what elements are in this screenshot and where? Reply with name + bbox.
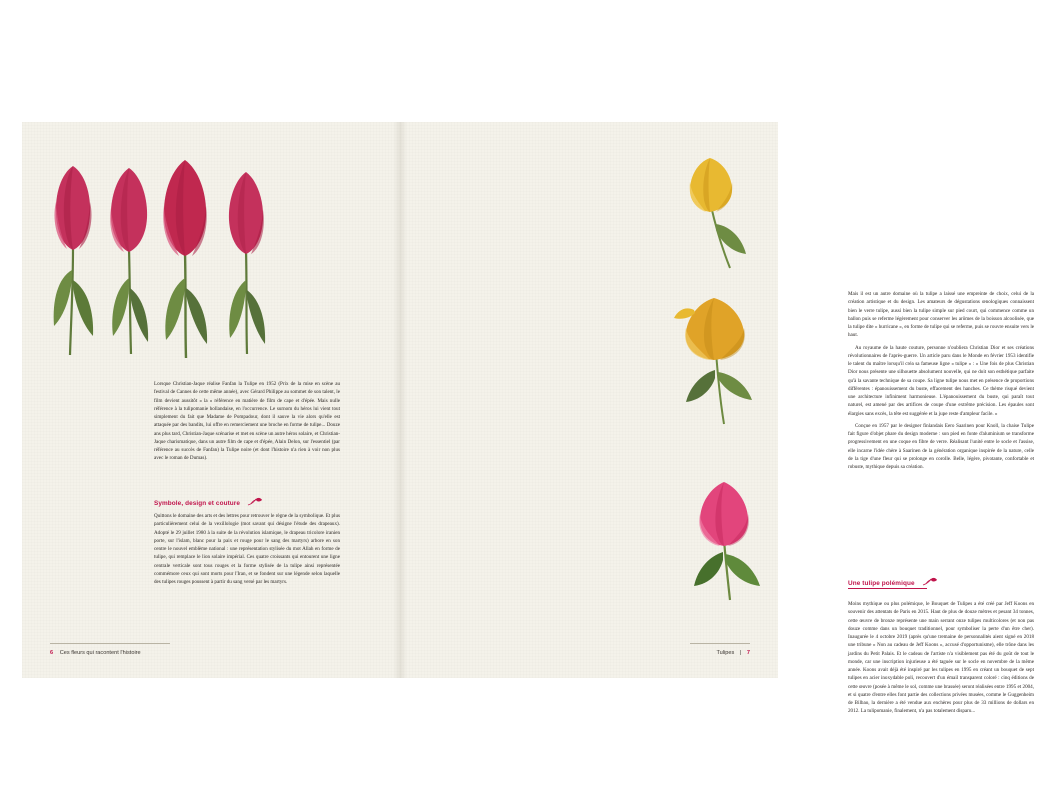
tulip-pink-2 <box>100 154 158 360</box>
left-page-number: 6 <box>50 650 54 656</box>
left-folio-title: Ces fleurs qui racontent l'histoire <box>59 650 141 656</box>
heading-underline <box>848 588 927 589</box>
folio-separator: | <box>739 650 742 656</box>
left-folio <box>50 650 141 656</box>
right-page-body <box>848 290 1034 475</box>
paragraph: Conçue en 1957 par le designer finlandais Eero Saarinen pour Knoll, la chaise Tulipe fait figure d'objet phare du design moderne : son pied en fonte d'aluminium se transforme progressivement en une coque en fibre de verre. Réalisant l'unité entre le socle et l'assise, elle incarne l'idée chère à Saarinen de la génération organique inspirée de la nature, celle de la tige d'une fleur qui se prolonge en corolle. Belle, légère, pivotante, confortable et robuste, mythique depuis sa création. <box>848 422 1034 470</box>
book-spread <box>22 122 1034 715</box>
tulip-pink-bloom <box>684 474 770 604</box>
heading-label: Une tulipe polémique <box>848 580 915 587</box>
left-page-body <box>154 380 340 467</box>
paragraph: Mais il est un autre domaine où la tulipe a laissé une empreinte de choix, celui de la création artistique et du design. Les amateurs de dégustations œnologiques connaissent bien le verre tulipe, aussi bien la tulipe simple sur pied court, qui commence comme un ballon puis se referme légèrement pour conserver les arômes de la boisson alcoolisée, que la tulipe dite « hurricane », en forme de tulipe qui se referme, puis se rouvre ensuite vers le haut. <box>848 291 1034 339</box>
tulip-pink-4 <box>218 158 274 360</box>
tulip-yellow-open <box>672 290 764 430</box>
paragraph: Moins mythique ou plus polémique, le Bouquet de Tulipes a été créé par Jeff Koons en souvenir des attentats de Paris en 2015. Haut de plus de douze mètres et pesant 34 tonnes, cette œuvre de bronze représente une main serrant onze tulipes multicolores (et non pas douze comme dans un bouquet traditionnel, pour symboliser la perte d'un être cher). Inaugurée le 4 octobre 2019 (après qu'une tremaine de personnalités aient signé en 2018 une tribune « Non au cadeau de Jeff Koons », accusé d'opportunisme), elle trône dans les jardins du Petit Palais. Et le cadeau de l'artiste n'a visiblement pas été du goût de tout le monde, car une inscription injurieuse a été taguée sur le socle en novembre de la même année. Koons avait déjà été inspiré par les tulipes en 1995 en créant un bouquet de sept tulipes en acier inoxydable poli, recouvert d'un émail transparent coloré : cinq éditions de cette œuvre (posée à même le sol, comme une brassée) seront réalisées entre 1995 et 2004, et si quatre d'entre elles font partie des collections privées musées, comme le Guggenheim de Bilbao, la dernière a été vendue aux enchères pour plus de 33 millions de dollars en 2012. La tulipomanie, finalement, n'a pas totalement disparu... <box>848 601 1034 715</box>
right-folio-rule <box>690 643 750 644</box>
heading-symbole-design-couture <box>154 497 354 507</box>
left-page <box>22 122 400 678</box>
right-page-section-body <box>848 600 1034 720</box>
tulip-pink-1 <box>44 150 102 360</box>
left-page-section-body <box>154 512 340 590</box>
tulip-ornament-icon <box>922 577 938 586</box>
tulip-ornament-icon <box>247 497 263 506</box>
right-folio <box>716 650 750 656</box>
tulip-pink-3 <box>154 148 216 364</box>
paragraph: Au royaume de la haute couture, personne n'oubliera Christian Dior et ses créations révolutionnaires de l'après-guerre. Un article paru dans le Monde en février 1953 identifie le talent du maître lorsqu'il créa sa fameuse ligne « tulipe » : « Une fois de plus Christian Dior nous présente une silhouette absolument nouvelle, qui ne doit son esthétique parfaite qu'à la savante technique de sa coupe. Sa ligne tulipe nous met en présence de proportions différentes : épanouissement du buste, effacement des hanches. Ce thème risqué devient une architecture infiniment harmonieuse. L'épanouissement du buste, qui paraît tout naturel, est amené par des artifices de coupe d'une extrême précision. Les épaules sont élargies sans excès, la tête est suggérée et la jupe reste d'ampleur facile. » <box>848 344 1034 417</box>
heading-label: Symbole, design et couture <box>154 500 241 507</box>
paragraph: Quittons le domaine des arts et des lettres pour retrouver le règne de la symbolique. Et plus particulièrement celui de la vexillologie (mot savant qui désigne l'étude des drapeaux). Adopté le 29 juillet 1980 à la suite de la révolution islamique, le drapeau tricolore iranien porte, sur l'islam, blanc pour la paix et rouge pour le sang des martyrs) arbore en son centre le nouvel emblème national : une représentation stylisée du mot Allah en forme de tulipe, qui remplace le lion solaire impérial. Ces quatre croissants qui entourent une ligne centrale verticale sont tous rouges et la forme stylisée de la tulipe ainsi représentée commémore ceux qui sont morts pour l'Iran, et se fondent sur une légende selon laquelle des tulipes rouges poussent à partir du sang versé par les martyrs. <box>154 513 340 585</box>
tulip-yellow-top <box>680 152 758 272</box>
heading-une-tulipe-polemique <box>848 577 1048 587</box>
right-page-number: 7 <box>746 650 750 656</box>
right-page <box>400 122 1034 715</box>
right-folio-title: Tulipes <box>716 650 735 656</box>
paragraph: Lorsque Christian-Jaque réalise Fanfan la Tulipe en 1952 (Prix de la mise en scène au festival de Cannes de cette même année), avec Gérard Philippe au sommet de son talent, le film devient aussitôt « la » référence en matière de film de cape et d'épée. Mais nulle référence à la tulipomanie hollandaise, en l'occurrence. Le surnom du héros lui vient tout simplement du fait que Madame de Pompadour, dont il sauve la vie alors qu'elle est attaquée par des bandits, lui offre en remerciement une broche en forme de tulipe... Douze ans plus tard, Christian-Jaque scénarise et met en scène un autre héros solaire, et Christian-Jaque charismatique, dans un autre film de cape et d'épée, Alain Delon, sur l'essentiel (par référence au succès de Fanfan) la Tulipe noire (et dont l'histoire n'a rien à voir non plus avec le roman de Dumas). <box>154 381 340 462</box>
left-folio-rule <box>50 643 170 644</box>
